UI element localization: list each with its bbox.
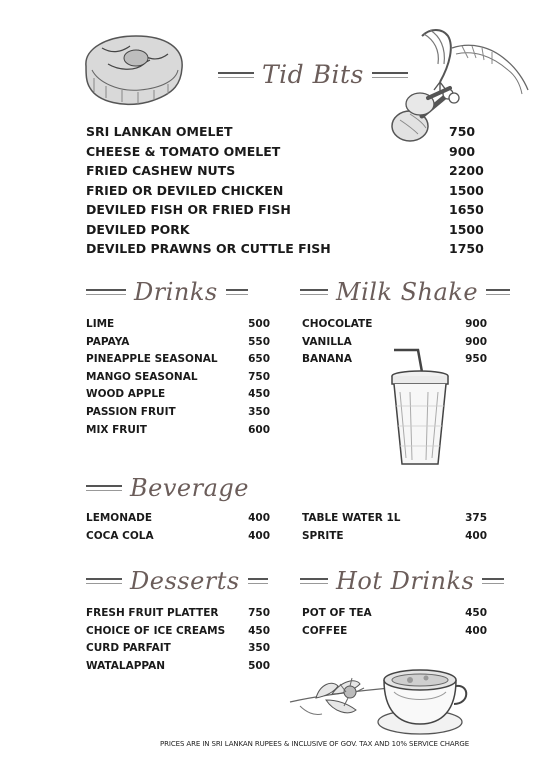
- list-item: [86, 404, 270, 422]
- item-price: 750: [248, 370, 270, 383]
- item-price: 450: [248, 388, 270, 401]
- drinks-heading: [86, 278, 248, 306]
- item-name: COCA COLA: [86, 529, 154, 542]
- heading-rule-left: [86, 485, 122, 491]
- item-price: 500: [248, 318, 270, 330]
- item-price: 650: [248, 353, 270, 366]
- list-item: [86, 200, 484, 220]
- item-name: PINEAPPLE SEASONAL: [86, 353, 218, 366]
- list-item: [302, 316, 487, 334]
- item-name: SRI LANKAN OMELET: [86, 124, 233, 139]
- heading-rule-left: [86, 289, 126, 295]
- item-price: 900: [465, 318, 487, 330]
- heading-rule-left: [218, 72, 254, 78]
- item-name: FRIED OR DEVILED CHICKEN: [86, 182, 284, 198]
- list-item: [86, 161, 484, 181]
- list-item: [86, 386, 270, 404]
- item-price: 1650: [449, 202, 484, 217]
- item-name: PASSION FRUIT: [86, 405, 176, 418]
- heading-rule-right: [226, 289, 248, 295]
- item-price: 2200: [449, 163, 484, 178]
- item-price: 950: [465, 353, 487, 366]
- tidbits-heading: [218, 60, 408, 89]
- item-name: CURD PARFAIT: [86, 642, 171, 655]
- item-price: 600: [248, 423, 270, 436]
- list-item: [86, 658, 270, 676]
- item-price: 350: [248, 642, 270, 655]
- item-price: 1500: [449, 182, 484, 198]
- list-item: [86, 605, 270, 623]
- item-name: CHEESE & TOMATO OMELET: [86, 143, 281, 159]
- item-price: 400: [248, 529, 270, 542]
- item-price: 900: [465, 335, 487, 348]
- heading-rule-left: [86, 578, 122, 584]
- list-item: [302, 334, 487, 352]
- hotdrinks-heading: [300, 567, 504, 595]
- list-item: [86, 316, 270, 334]
- list-item: [86, 181, 484, 201]
- item-price: 400: [465, 624, 487, 637]
- item-price: 1500: [449, 221, 484, 237]
- item-price: 500: [248, 659, 270, 672]
- heading-rule-left: [300, 289, 328, 295]
- item-price: 400: [465, 529, 487, 542]
- steak-icon: [78, 30, 190, 108]
- item-name: FRIED CASHEW NUTS: [86, 163, 236, 178]
- item-name: MIX FRUIT: [86, 423, 147, 436]
- item-price: 1750: [449, 241, 484, 256]
- item-price: 450: [248, 624, 270, 637]
- heading-rule-right: [248, 578, 268, 584]
- item-price: 900: [449, 143, 476, 159]
- item-name: BANANA: [302, 353, 352, 366]
- drinks-title: Drinks: [134, 278, 218, 306]
- hotdrinks-title: Hot Drinks: [336, 567, 475, 595]
- list-item: [86, 122, 479, 142]
- teacup-icon: [374, 658, 470, 740]
- list-item: [302, 623, 487, 641]
- list-item: [86, 142, 479, 162]
- list-item: [86, 369, 270, 387]
- item-name: CHOICE OF ICE CREAMS: [86, 624, 226, 637]
- item-price: 750: [248, 607, 270, 619]
- heading-rule-right: [486, 289, 510, 295]
- hotdrinks-list: [302, 605, 487, 640]
- item-name: LEMONADE: [86, 512, 153, 524]
- milkshake-list: [302, 316, 487, 369]
- list-item: [302, 510, 487, 528]
- item-name: TABLE WATER 1L: [302, 512, 401, 524]
- desserts-heading: [86, 567, 268, 595]
- list-item: [86, 422, 270, 440]
- list-item: [86, 528, 270, 546]
- item-name: VANILLA: [302, 335, 352, 348]
- item-name: FRESH FRUIT PLATTER: [86, 607, 219, 619]
- list-item: [86, 510, 270, 528]
- item-price: 400: [248, 512, 270, 524]
- item-name: MANGO SEASONAL: [86, 370, 198, 383]
- tidbits-title: Tid Bits: [262, 60, 364, 89]
- heading-rule-left: [300, 578, 328, 584]
- beverage-list: [86, 510, 270, 545]
- item-price: 550: [248, 335, 270, 348]
- item-name: POT OF TEA: [302, 607, 372, 619]
- list-item: [86, 640, 270, 658]
- item-name: DEVILED PRAWNS OR CUTTLE FISH: [86, 241, 331, 256]
- beverage-title: Beverage: [130, 474, 249, 502]
- drinks-list: [86, 316, 270, 439]
- item-name: LIME: [86, 318, 115, 330]
- list-item: [86, 220, 484, 240]
- price-note: PRICES ARE IN SRI LANKAN RUPEES & INCLUSIVE OF GOV. TAX AND 10% SERVICE CHARGE: [160, 740, 470, 748]
- item-price: 375: [465, 512, 487, 524]
- list-item: [86, 239, 484, 259]
- item-name: COFFEE: [302, 624, 348, 637]
- item-name: WOOD APPLE: [86, 388, 166, 401]
- beverage-heading: [86, 474, 249, 502]
- list-item: [302, 528, 487, 546]
- list-item: [302, 605, 487, 623]
- desserts-title: Desserts: [130, 567, 240, 595]
- item-name: DEVILED FISH OR FRIED FISH: [86, 202, 291, 217]
- item-name: CHOCOLATE: [302, 318, 373, 330]
- heading-rule-right: [372, 72, 408, 78]
- list-item: [86, 334, 270, 352]
- list-item: [302, 351, 487, 369]
- beverage-list-2: [302, 510, 487, 545]
- list-item: [86, 623, 270, 641]
- milkshake-heading: [300, 278, 510, 306]
- item-price: 450: [465, 607, 487, 619]
- item-name: PAPAYA: [86, 335, 130, 348]
- list-item: [86, 351, 270, 369]
- item-name: WATALAPPAN: [86, 659, 166, 672]
- item-name: DEVILED PORK: [86, 221, 190, 237]
- heading-rule-right: [482, 578, 504, 584]
- desserts-list: [86, 605, 270, 675]
- item-name: SPRITE: [302, 529, 344, 542]
- item-price: 350: [248, 405, 270, 418]
- tidbits-list: [86, 122, 484, 259]
- milkshake-title: Milk Shake: [336, 278, 479, 306]
- item-price: 750: [449, 124, 476, 139]
